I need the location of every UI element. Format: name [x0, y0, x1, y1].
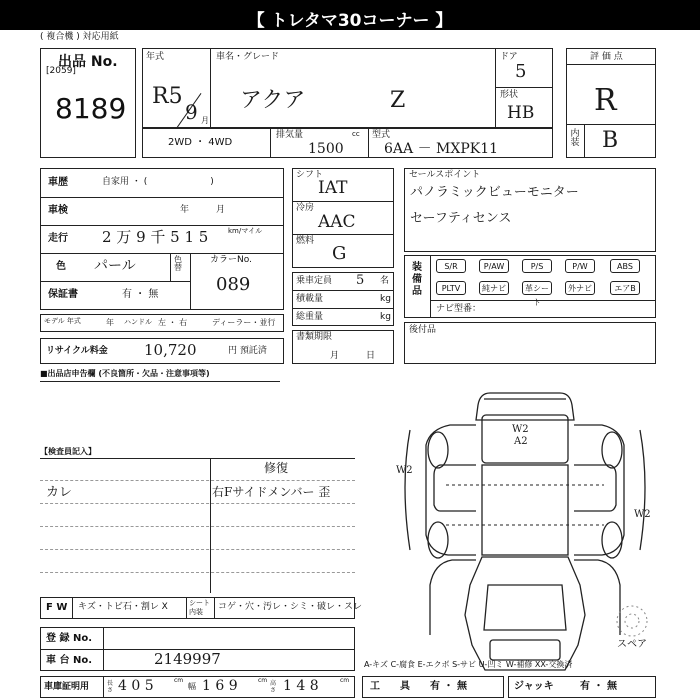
mileage-units: km/マイル: [228, 227, 263, 235]
model-value: アクア: [240, 88, 306, 113]
year-value: R5: [152, 84, 183, 109]
lot-number: 8189: [55, 92, 127, 125]
inspector-note-3: 右Fサイドメンバー 歪: [212, 485, 331, 499]
tools-options: 有 ・ 無: [430, 681, 467, 692]
inspector-note-1: カレ: [46, 485, 73, 500]
mileage-label: 走行: [48, 233, 68, 244]
aftermarket-label: 後付品: [409, 325, 437, 335]
equip-chip-ext-navi: 外ナビ: [565, 281, 595, 295]
width-label: 幅: [188, 682, 196, 691]
lot-label: 出品 No.: [58, 54, 118, 70]
length-label: 長さ: [107, 680, 114, 694]
weight-label: 総重量: [296, 312, 324, 322]
multi-use-note: ( 複合機 ) 対応用紙: [40, 32, 119, 42]
displacement-unit: cc: [352, 130, 360, 138]
color-no-value: 089: [216, 274, 251, 295]
drive-label: 2WD ・ 4WD: [168, 137, 233, 148]
inspection-units: 年 月: [180, 205, 226, 215]
tools-label: 工 具: [370, 681, 410, 692]
color-change-label: 色替: [174, 255, 182, 272]
equip-chip-navi: 純ナビ: [479, 281, 509, 295]
length-value: 4 0 5: [118, 678, 154, 694]
jack-options: 有 ・ 無: [580, 681, 617, 692]
month-unit: 月: [201, 116, 209, 125]
seat-options: コゲ・穴・汚レ・シミ・破レ・スレ: [218, 602, 363, 612]
chassis-label: 車 台 No.: [46, 655, 93, 666]
chassis-value: 2149997: [154, 650, 221, 668]
load-unit: kg: [380, 294, 391, 304]
sales-label: セールスポイント: [409, 170, 481, 180]
reg-label: 登 録 No.: [46, 633, 93, 644]
year-label: 年式: [146, 52, 165, 62]
month-value: 9: [185, 100, 198, 124]
mileage-value: 2 万 9 千 5 1 5: [102, 228, 209, 246]
docs-unit: 月 日: [330, 351, 376, 361]
score-value: R: [594, 83, 617, 118]
height-value: 1 4 8: [283, 678, 319, 694]
warranty-label: 保証書: [48, 289, 78, 300]
type-label: 型式: [372, 130, 391, 140]
doors-label: ドア: [500, 52, 518, 62]
fuel-value: G: [332, 243, 347, 264]
fw-label: F W: [46, 602, 68, 613]
spare-label: スペア: [617, 639, 647, 650]
color-value: パール: [94, 258, 136, 274]
height-cm: cm: [340, 677, 350, 684]
seat-label: シート内装: [189, 599, 210, 616]
cert-label: 車庫証明用: [44, 682, 90, 692]
equip-chip-abs: ABS: [610, 259, 640, 273]
dealer-label: ディーラー・並行: [212, 318, 276, 327]
fw-options: キズ・トビ石・割レ X: [78, 602, 168, 612]
model-year-label: モデル 年式: [44, 317, 81, 325]
aftermarket-box: [404, 322, 656, 364]
type-value: 6AA － MXPK11: [384, 141, 499, 157]
diagram-mark-right: W2: [634, 509, 651, 520]
equip-chip-pw: P/W: [565, 259, 595, 273]
sales-line1: パノラミックビューモニター: [410, 185, 579, 200]
sales-line2: セーフティセンス: [410, 211, 512, 226]
history-options: 自家用 ・ ( ): [102, 177, 214, 187]
weight-unit: kg: [380, 312, 391, 322]
inspector-label: 【検査員記入】: [40, 447, 96, 456]
load-label: 積載量: [296, 294, 324, 304]
equip-chip-pltv: PLTV: [436, 281, 466, 295]
handle-label: ハンドル: [124, 318, 152, 326]
width-cm: cm: [258, 677, 268, 684]
interior-value: B: [602, 128, 619, 153]
shape-label: 形状: [500, 90, 519, 100]
equip-chip-airbag: エアB: [610, 281, 640, 295]
displacement-value: 1500: [308, 141, 344, 157]
capacity-value: 5: [356, 273, 365, 288]
equip-chip-leather: 革シート: [522, 281, 552, 295]
height-label: 高さ: [270, 680, 277, 694]
jack-label: ジャッキ: [514, 681, 554, 692]
score-label: 評 価 点: [590, 52, 623, 62]
capacity-unit: 名: [380, 276, 390, 286]
model-year-unit: 年: [106, 318, 114, 327]
recycle-unit: 円 預託済: [228, 346, 267, 356]
doors-value: 5: [515, 61, 527, 82]
ac-label: 冷房: [296, 203, 315, 213]
diagram-mark-left: W2: [396, 465, 413, 476]
remarks-label: ■出品店申告欄 (不良箇所・欠品・注意事項等): [40, 369, 210, 378]
color-label: 色: [56, 261, 66, 272]
recycle-value: 10,720: [144, 341, 197, 359]
diagram-mark-a2: A2: [514, 436, 528, 447]
inspector-note-2: 修復: [264, 461, 289, 475]
history-label: 車歴: [48, 177, 68, 188]
length-cm: cm: [174, 677, 184, 684]
equip-chip-ps: P/S: [522, 259, 552, 273]
interior-label: 内装: [570, 129, 580, 148]
shift-value: IAT: [318, 178, 348, 198]
equipment-label: 装備品: [412, 262, 422, 297]
shift-label: シフト: [296, 170, 324, 180]
sales-box: [404, 168, 656, 252]
model-label: 車名・グレード: [216, 52, 280, 62]
diagram-mark-w2a: W2: [512, 424, 529, 435]
displacement-label: 排気量: [276, 130, 304, 140]
capacity-label: 乗車定員: [296, 276, 333, 286]
navi-label: ナビ型番：: [436, 304, 482, 314]
equip-chip-sr: S/R: [436, 259, 466, 273]
grade-value: Z: [390, 88, 406, 113]
warranty-options: 有 ・ 無: [122, 289, 159, 300]
ac-value: AAC: [318, 212, 356, 232]
shape-value: HB: [507, 103, 535, 123]
fuel-label: 燃料: [296, 236, 315, 246]
recycle-label: リサイクル料金: [46, 346, 108, 356]
equip-chip-paw: P/AW: [479, 259, 509, 273]
damage-legend: A-キズ C-腐食 E-エクボ S-サビ U-凹ミ W-補修 XX-交換済: [364, 660, 573, 669]
inspection-label: 車検: [48, 205, 68, 216]
width-value: 1 6 9: [202, 678, 238, 694]
banner-title: 【 トレタマ30コーナー 】: [247, 11, 453, 31]
color-no-label: カラーNo.: [210, 255, 252, 265]
handle-options: 左 ・ 右: [158, 318, 188, 327]
lot-sub: [2059]: [46, 66, 76, 76]
docs-label: 書類期限: [296, 332, 333, 342]
